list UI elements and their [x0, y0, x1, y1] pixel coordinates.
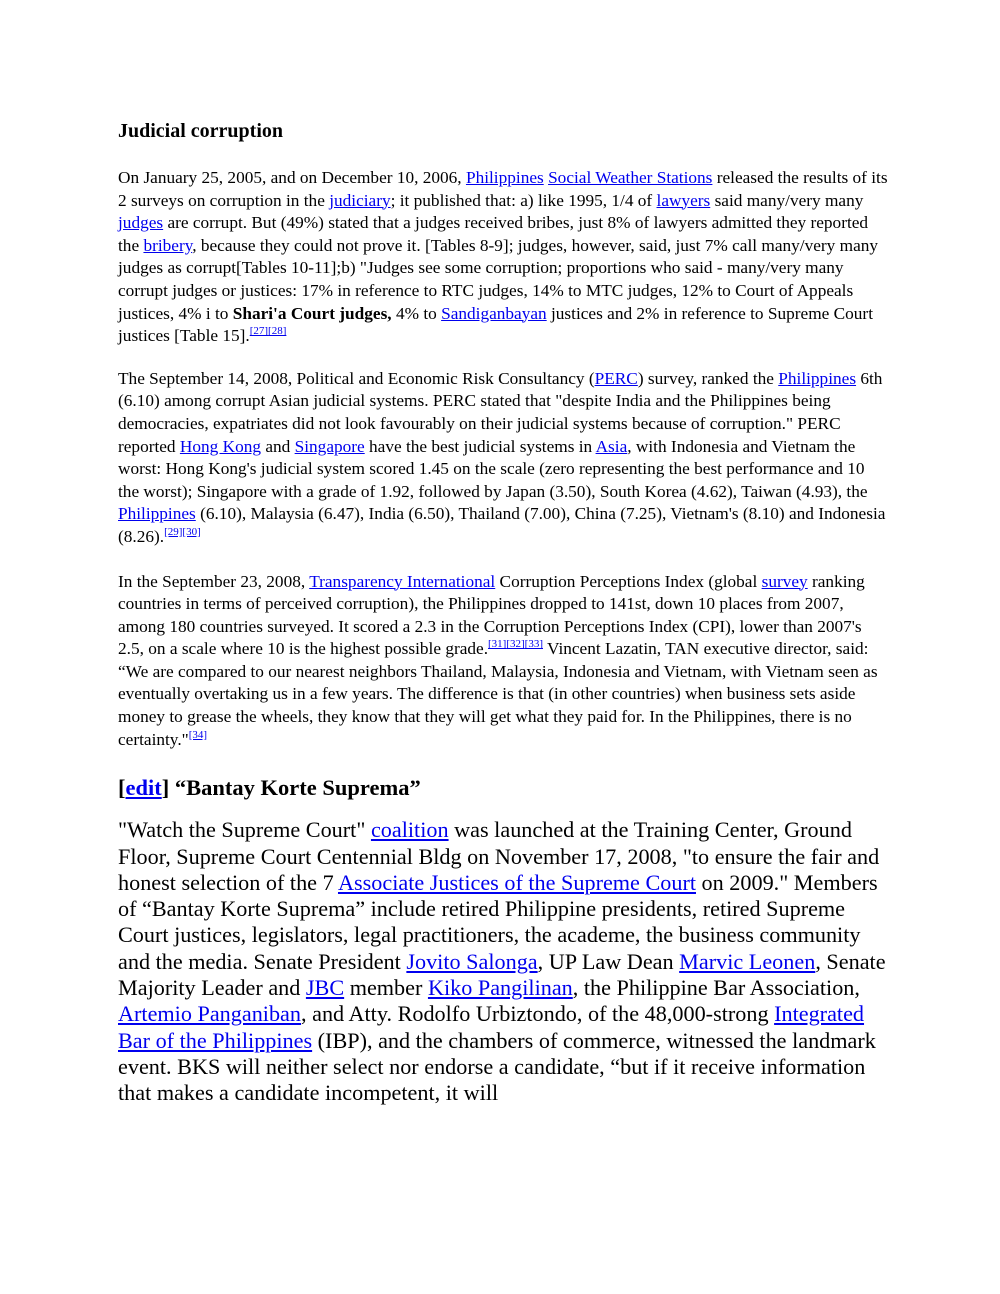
text: released the results of its 2 surveys on corruption in the — [118, 168, 888, 210]
text: Corruption Perceptions Index (global — [495, 571, 762, 591]
link-survey[interactable]: survey — [761, 571, 808, 591]
text: member — [344, 975, 428, 1001]
paragraph-perc-survey — [118, 368, 888, 549]
link-lawyers[interactable]: lawyers — [656, 190, 711, 210]
link-transparency-international[interactable]: Transparency International — [309, 571, 496, 591]
link-judiciary[interactable]: judiciary — [329, 190, 391, 210]
paragraph-bantay-korte-suprema — [118, 817, 888, 1106]
text: , UP Law Dean — [537, 948, 680, 974]
link-judges[interactable]: judges — [118, 213, 164, 233]
citation-refs — [164, 526, 201, 538]
article-page — [118, 116, 888, 1107]
citation-34[interactable]: [34] — [188, 728, 208, 741]
link-hong-kong[interactable]: Hong Kong — [179, 436, 262, 456]
text: are corrupt. But (49%) stated that a judges received bribes, just 8% of lawyers admitted they reported the — [118, 213, 869, 255]
text: , and Atty. Rodolfo Urbiztondo, of the 48,000-strong — [301, 1001, 775, 1027]
citation-33[interactable]: [33] — [524, 638, 543, 651]
citation-30[interactable]: [30] — [182, 525, 201, 538]
citation-29[interactable]: [29] — [164, 525, 183, 538]
text: , because they could not prove it. [Tables 8-9]; judges, however, said, just 7% call many/very many judges as corrupt[Tables 10-11];b) "Judges see some corruption; proportions who said - many/very many corrupt judges or justices: 17% in reference to RTC judges, 14% to MTC judges, 12% to Court of Appeals justices, 4% i to — [118, 235, 879, 323]
edit-bracket: [ — [118, 775, 126, 801]
text: Vincent Lazatin, TAN executive director, said: “We are compared to our nearest neighbors Thailand, Malaysia, Indonesia and Vietnam, with Vietnam seen as eventually overtaking us in a few years. The difference is that (in other countries) when business sets aside money to grease the wheels, they know that they will get what they paid for. In the Philippines, there is no certainty." — [118, 639, 878, 749]
text: ranking countries in terms of perceived corruption), the Philippines dropped to 141st, down 10 places from 2007, among 180 countries surveyed. It scored a 2.3 in the Corruption Perceptions Index (CPI), lower than 2007's 2.5, on a scale where 10 is the highest possible grade. — [118, 571, 865, 659]
paragraph-transparency-international — [118, 571, 888, 752]
section-heading-bantay-korte-suprema — [118, 773, 888, 803]
link-social-weather-stations[interactable]: Social Weather Stations — [548, 168, 713, 187]
link-jbc[interactable]: JBC — [305, 975, 345, 1001]
text: The September 14, 2008, Political and Economic Risk Consultancy ( — [118, 368, 595, 388]
citation-28[interactable]: [28] — [268, 325, 287, 338]
edit-bracket: ] — [161, 775, 170, 801]
bold-sharia-court: Shari'a Court judges, — [232, 303, 392, 323]
citation-refs — [488, 638, 543, 650]
link-kiko-pangilinan[interactable]: Kiko Pangilinan — [427, 975, 573, 1001]
text: (IBP), and the chambers of commerce, witnessed the landmark event. BKS will neither select nor endorse a candidate, “but if it receive information that makes a candidate incompetent, it will — [118, 1027, 876, 1106]
text: (6.10), Malaysia (6.47), India (6.50), Thailand (7.00), China (7.25), Vietnam's (8.10) and Indonesia (8.26). — [118, 504, 886, 546]
text: justices and 2% in reference to Supreme Court justices [Table 15]. — [118, 303, 873, 346]
text: and — [261, 436, 295, 456]
text: , Senate Majority Leader and — [118, 948, 886, 1001]
link-artemio-panganiban[interactable]: Artemio Panganiban — [118, 1001, 302, 1027]
link-jovito-salonga[interactable]: Jovito Salonga — [406, 948, 538, 974]
edit-link[interactable]: edit — [125, 775, 162, 801]
text: was launched at the Training Center, Ground Floor, Supreme Court Centennial Bldg on November 17, 2008, "to ensure the fair and honest selection of the 7 — [118, 817, 880, 895]
link-integrated-bar[interactable]: Integrated Bar of the Philippines — [118, 1001, 865, 1053]
section-title: “Bantay Korte Suprema” — [169, 775, 421, 801]
link-philippines[interactable]: Philippines — [778, 368, 857, 388]
text: said many/very many — [710, 190, 864, 210]
citation-32[interactable]: [32] — [506, 638, 525, 651]
text: 6th (6.10) among corrupt Asian judicial systems. PERC stated that "despite India and the Philippines being democracies, expatriates did not look favourably on their judicial systems because of corruption." PERC reported — [118, 368, 883, 456]
link-asia[interactable]: Asia — [595, 436, 628, 456]
link-sandiganbayan[interactable]: Sandiganbayan — [441, 303, 547, 323]
citation-refs — [250, 325, 287, 337]
text: On January 25, 2005, and on December 10, 2006, — [118, 168, 466, 187]
link-philippines[interactable]: Philippines — [465, 168, 544, 187]
citation-31[interactable]: [31] — [488, 638, 507, 651]
section-heading-judicial-corruption: Judicial corruption — [118, 120, 284, 142]
link-bribery[interactable]: bribery — [143, 235, 193, 255]
text: on 2009." Members of “Bantay Korte Suprema” include retired Philippine presidents, retired Supreme Court justices, legislators, legal practitioners, the academe, the business community and the media. Senate President — [118, 869, 878, 974]
link-marvic-leonen[interactable]: Marvic Leonen — [679, 948, 816, 974]
text: In the September 23, 2008, — [118, 571, 310, 591]
text: "Watch the Supreme Court" — [118, 817, 371, 843]
citation-refs — [189, 729, 207, 741]
text: ) survey, ranked the — [637, 368, 779, 388]
citation-27[interactable]: [27] — [249, 325, 269, 338]
link-philippines[interactable]: Philippines — [118, 504, 196, 524]
text: , the Philippine Bar Association, — [572, 975, 860, 1001]
text: ; it published that: a) like 1995, 1/4 of — [390, 190, 657, 210]
link-singapore[interactable]: Singapore — [294, 436, 365, 456]
text: have the best judicial systems in — [364, 436, 596, 456]
link-associate-justices[interactable]: Associate Justices of the Supreme Court — [337, 869, 696, 895]
text: , with Indonesia and Vietnam the worst: Hong Kong's judicial system scored 1.45 on the scale (zero representing the best performance and 10 the worst); Singapore with a grade of 1.92, followed by Japan (3.50), South Korea (4.62), Taiwan (4.93), the — [118, 436, 868, 501]
link-perc[interactable]: PERC — [594, 368, 638, 388]
paragraph-sws-surveys — [118, 167, 888, 348]
link-coalition[interactable]: coalition — [370, 817, 449, 843]
text: 4% to — [391, 303, 442, 323]
